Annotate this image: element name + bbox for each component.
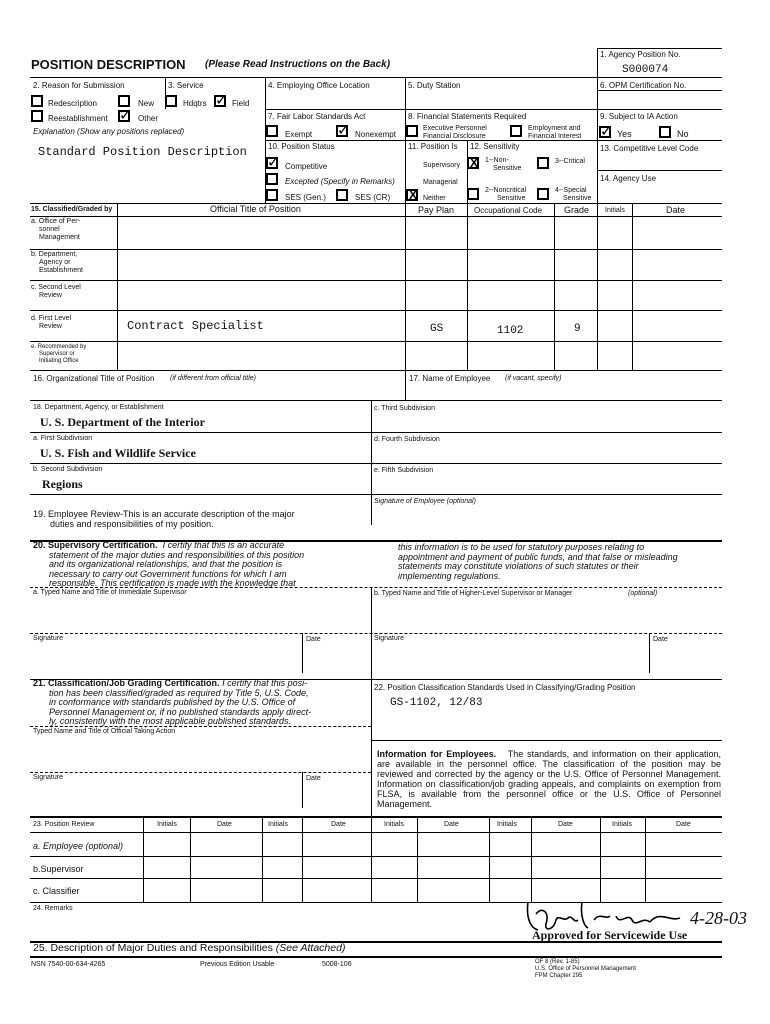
redescription-label: Redescription [48,99,97,108]
box12-label: 12. Sensitivity [470,142,520,151]
col-grade-header: Grade [564,205,590,215]
sensitivity-1-label: 1--Non- [485,157,509,164]
sensitivity-2-sub: Sensitive [497,195,526,202]
box19-line1: 19. Employee Review-This is an accurate description of the major [33,509,295,519]
sensitivity-2-checkbox[interactable] [467,188,479,200]
first-subdivision-value: U. S. Fish and Wildlife Service [40,446,196,460]
ia-no-checkbox[interactable] [659,126,671,138]
box16-note: (if different from official title) [170,375,256,382]
exempt-label: Exempt [285,130,313,139]
higher-signature-label: Signature [374,635,404,642]
box3-label: 3. Service [168,81,204,90]
exempt-checkbox[interactable] [266,125,278,137]
box21-text [33,679,311,727]
supervisor-date-label: Date [306,636,321,643]
agency-position-number: S000074 [622,64,669,76]
info-bold: Information for Employees. [377,749,497,759]
field-checkbox[interactable] [214,95,226,107]
hdqtrs-label: Hdqtrs [183,99,207,108]
footer-previous-edition: Previous Edition Usable [200,961,275,968]
footer-nsn: NSN 7540-00-634-4265 [31,961,106,968]
box25-label: 25. Description of Major Duties and Responsibilities [33,942,273,954]
second-subdivision-label: b. Second Subdivision [33,466,103,473]
nonexempt-label: Nonexempt [355,130,396,139]
box16-label: 16. Organizational Title of Position [33,374,155,383]
box5-label: 5. Duty Station [408,81,461,90]
r23-initials-1: Initials [157,821,177,828]
box24-label: 24. Remarks [33,905,73,912]
box7-label: 7. Fair Labor Standards Act [268,112,366,121]
box23-label: 23. Position Review [33,821,95,828]
exec-personnel-checkbox[interactable] [406,125,418,137]
box13-label: 13. Competitive Level Code [600,144,699,153]
employment-label: Employment and [528,125,581,132]
r23-date-4: Date [558,821,573,828]
standards-used-value: GS-1102, 12/83 [390,697,483,709]
ses-gen-checkbox[interactable] [266,189,278,201]
box20-l5: responsible. This certification is made with the knowledge that [49,578,296,588]
box17-label: 17. Name of Employee [409,374,491,383]
r23-initials-4: Initials [497,821,517,828]
other-checkbox[interactable] [118,110,130,122]
box21-title: 21. Classification/Job Grading Certification. [33,678,220,688]
row-e-l1: e. Recommended by [31,344,87,350]
r23-date-1: Date [217,821,232,828]
reestablishment-checkbox[interactable] [31,110,43,122]
r23-date-3: Date [444,821,459,828]
row-b-l2: Agency or [39,259,71,266]
col-initials-header: Initials [605,207,625,214]
review-classifier-label: c. Classifier [33,886,80,896]
form-subtitle: (Please Read Instructions on the Back) [205,59,391,70]
box19-line2: duties and responsibilities of my position. [50,519,214,529]
hdqtrs-checkbox[interactable] [165,95,177,107]
explanation-label: Explanation (Show any positions replaced) [33,127,185,136]
fourth-subdivision-label: d. Fourth Subdivision [374,436,440,443]
box25-label-row [33,942,345,954]
box20-right-text [398,543,678,581]
box20-title: 20. Supervisory Certification. [33,540,158,550]
handwritten-date: 4-28-03 [690,908,747,928]
box21-l1: I certify that this posi- [222,678,308,688]
other-label: Other [138,114,159,123]
redescription-checkbox[interactable] [31,95,43,107]
r23-date-2: Date [331,821,346,828]
excepted-label: Excepted (Specify in Remarks) [285,177,395,186]
box22-label: 22. Position Classification Standards Used in Classifying/Grading Position [374,683,636,692]
box20-r3: statements may constitute violations of such statutes or their [398,561,639,571]
box20-l1: I certify that this is an accurate [162,540,285,550]
box21-l3: in conformance with standards published by the U.S. Office of [49,697,296,707]
reestablishment-label: Reestablishment [48,114,108,123]
row-d-l2: Review [39,323,62,330]
form-title: POSITION DESCRIPTION [31,57,186,72]
higher-date-label: Date [653,636,668,643]
row-e-l3: Initiating Office [39,358,79,364]
box20-r4: implementing regulations. [398,570,501,581]
review-employee-label: a. Employee (optional) [33,841,124,851]
row-c-l1: c. Second Level [31,284,81,291]
box11-label: 11. Position Is [408,142,458,151]
col-pay-header: Pay Plan [418,205,455,215]
occ-code-value: 1102 [497,325,524,337]
box9-label: 9. Subject to IA Action [600,112,678,121]
explanation-value: Standard Position Description [38,145,247,159]
second-subdivision-value: Regions [42,477,83,491]
box20-l2: statement of the major duties and responsibilities of this position [49,549,305,560]
excepted-checkbox[interactable] [266,173,278,185]
box20-text [33,541,304,589]
exec-personnel-label: Executive Personnel [423,125,487,132]
col-occ-header: Occupational Code [474,206,543,215]
box10-label: 10. Position Status [268,142,335,151]
official-date-label: Date [306,775,321,782]
competitive-checkbox[interactable] [266,157,278,169]
footer-opm: U.S. Office of Personnel Management [535,966,636,972]
sensitivity-3-label: 3--Critical [555,158,585,165]
row-c-l2: Review [39,292,62,299]
box20-r1: this information is to be used for statutory purposes relating to [398,542,645,552]
pay-plan-value: GS [430,323,444,335]
row-b-l1: b. Department, [31,251,78,258]
neither-checkbox[interactable] [406,189,418,201]
box1-label: 1. Agency Position No. [600,50,681,59]
col-date-header: Date [666,205,686,215]
box21-l4: Personnel Management or, if no published standards apply direct- [49,706,312,717]
footer-fpm: FPM Chapter 295 [535,973,583,979]
r23-initials-2: Initials [268,821,288,828]
approval-stamp: Approved for Servicewide Use [532,928,688,942]
department-value: U. S. Department of the Interior [40,415,205,429]
box14-label: 14. Agency Use [600,174,657,183]
financial-interest-label: Financial Interest [528,133,582,140]
new-label: New [138,99,155,108]
nonexempt-checkbox[interactable] [336,125,348,137]
col-title-header: Official Title of Position [210,204,301,214]
row-d-l1: d. First Level [31,315,72,322]
box6-label: 6. OPM Certification No. [600,81,687,90]
fifth-subdivision-label: e. Fifth Subdivision [374,467,434,474]
box20-r2: appointment and payment of public funds, and that false or misleading [398,551,678,562]
official-signature-label: Signature [33,774,63,781]
sensitivity-1-checkbox[interactable] [467,157,479,169]
info-text: The standards, and information on their application, are available in the personnel office. The classification of the position may be reviewed and corrected by the agency or the U.S. Office of Personnel Management. Information on classification/job grading appeals, and complaints on exemption from FLSA, is available from the personnel office or the U.S. Office of Personnel Management. [377,749,721,809]
r23-date-5: Date [676,821,691,828]
competitive-label: Competitive [285,162,328,171]
sensitivity-4-sub: Sensitive [563,195,592,202]
ses-cr-label: SES (CR) [355,193,391,202]
row-b-l3: Establishment [39,267,83,274]
sensitivity-2-label: 2--Noncritical [485,187,527,194]
employee-signature-label: Signature of Employee (optional) [374,498,476,505]
r23-initials-5: Initials [612,821,632,828]
r23-initials-3: Initials [384,821,404,828]
row-a-l2: sonnel [39,226,60,233]
box25-note: (See Attached) [275,942,346,954]
ia-yes-checkbox[interactable] [599,126,611,138]
immediate-supervisor-label: a. Typed Name and Title of Immediate Supervisor [33,589,187,596]
third-subdivision-label: c. Third Subdivision [374,405,435,412]
box15-label: 15. Classified/Graded by [31,206,113,213]
review-supervisor-label: b.Supervisor [33,864,84,874]
higher-supervisor-note: (optional) [628,590,658,597]
sensitivity-4-checkbox[interactable] [537,188,549,200]
first-subdivision-label: a. First Subdivision [33,435,93,442]
box18-label: 18. Department, Agency, or Establishment [33,404,164,411]
sensitivity-4-label: 4--Special [555,187,587,194]
supervisor-signature-label: Signature [33,635,63,642]
box20-l4: necessary to carry out Government functions for which I am [49,568,287,579]
box17-note: (if vacant, specify) [505,375,562,382]
higher-supervisor-label: b. Typed Name and Title of Higher-Level Supervisor or Manager [374,590,573,597]
info-paragraph [377,749,721,809]
financial-disclosure-label: Financial Disclosure [423,133,486,140]
ia-yes-label: Yes [617,129,632,139]
typed-official-label: Typed Name and Title of Official Taking Action [33,728,176,735]
grade-value: 9 [574,323,581,335]
box20-l3: and its organizational relationships, and that the position is [49,559,283,569]
footer-of8: OF 8 (Rev. 1-85) [535,959,580,965]
ia-no-label: No [677,129,689,139]
ses-gen-label: SES (Gen.) [285,193,326,202]
box8-label: 8. Financial Statements Required [408,112,527,121]
official-title-value: Contract Specialist [127,319,264,333]
field-label: Field [232,99,250,108]
sensitivity-1-sub: Sensitive [493,165,522,172]
row-e-l2: Supervisor or [39,351,75,357]
row-a-l1: a. Office of Per- [31,218,80,225]
box21-l5: ly, consistently with the most applicable published standards. [49,716,291,726]
footer-form-number: 5008-106 [322,961,352,968]
row-a-l3: Management [39,234,80,241]
supervisory-label: Supervisory [423,162,460,169]
neither-label: Neither [423,195,446,202]
box2-label: 2. Reason for Submission [33,81,125,90]
box21-l2: tion has been classified/graded as required by Title 5, U.S. Code, [49,687,309,698]
managerial-label: Managerial [423,179,458,186]
employment-checkbox[interactable] [510,125,522,137]
sensitivity-3-checkbox[interactable] [537,157,549,169]
box4-label: 4. Employing Office Location [268,81,370,90]
ses-cr-checkbox[interactable] [336,189,348,201]
